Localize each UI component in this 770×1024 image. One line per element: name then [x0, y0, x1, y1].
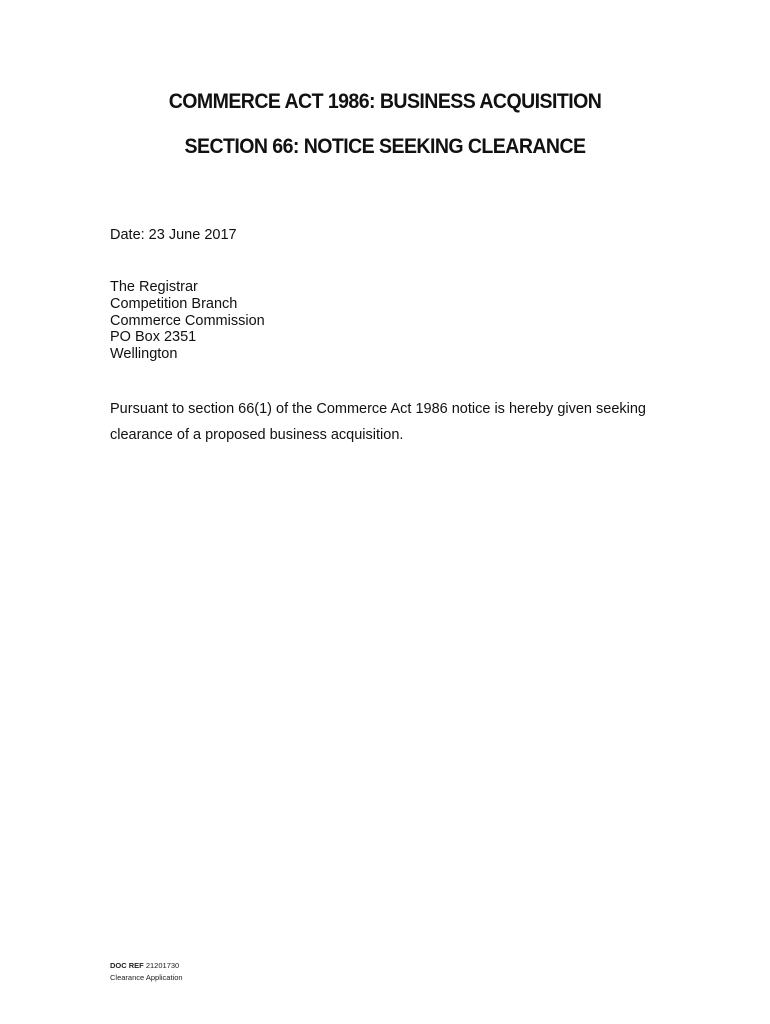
address-line: Wellington [110, 346, 178, 363]
document-subtitle: SECTION 66: NOTICE SEEKING CLEARANCE [184, 135, 586, 158]
document-title: COMMERCE ACT 1986: BUSINESS ACQUISITION [168, 90, 602, 113]
notice-body: Pursuant to section 66(1) of the Commerce Act 1986 notice is hereby given seeking clearance of a proposed business acquisition. [110, 401, 646, 443]
doc-name: Clearance Application [110, 973, 183, 982]
doc-ref [110, 960, 183, 972]
address-line: Commerce Commission [110, 312, 265, 329]
address-line: The Registrar [110, 279, 198, 295]
page-footer [110, 960, 183, 984]
recipient-address [110, 279, 265, 363]
address-line: PO Box 2351 [110, 329, 197, 346]
address-line: Competition Branch [110, 295, 238, 312]
notice-date: Date: 23 June 2017 [110, 227, 237, 243]
doc-ref-number: 21201730 [145, 961, 180, 970]
doc-ref-label: DOC REF [110, 961, 144, 970]
